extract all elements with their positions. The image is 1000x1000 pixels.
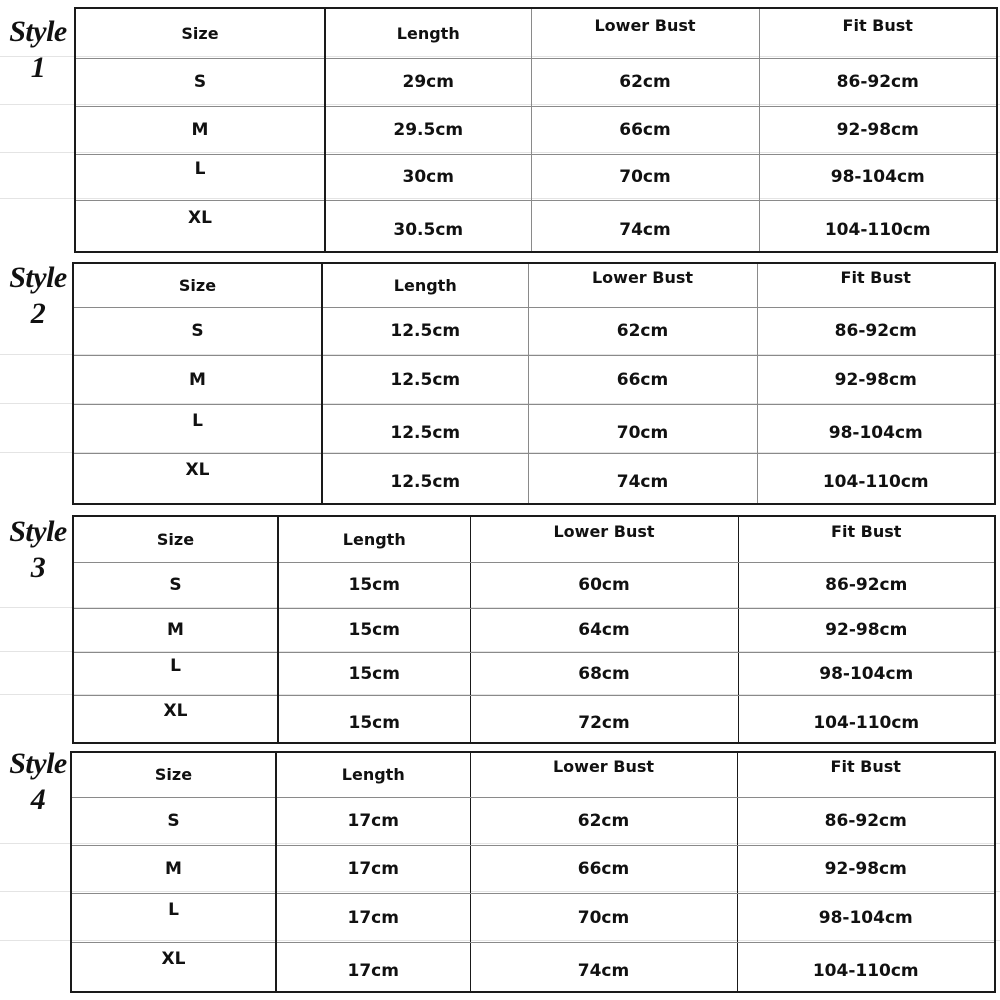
cell-length: 15cm — [278, 652, 470, 695]
table-row — [73, 652, 995, 695]
cell-length: 29.5cm — [325, 106, 531, 154]
header-size: Size — [71, 752, 276, 797]
cell-fit-bust: 98-104cm — [759, 154, 997, 200]
cell-fit-bust: 98-104cm — [737, 893, 995, 942]
cell-size: XL — [73, 695, 278, 743]
style-4-label — [2, 746, 74, 818]
cell-size: XL — [71, 942, 276, 992]
cell-lower-bust: 70cm — [528, 404, 757, 453]
style-3-label — [2, 514, 74, 586]
cell-size: L — [75, 154, 325, 200]
cell-size: S — [73, 562, 278, 608]
cell-fit-bust: 104-110cm — [759, 200, 997, 252]
style-2-label — [2, 260, 74, 332]
cell-lower-bust: 62cm — [528, 307, 757, 355]
table-row — [73, 562, 995, 608]
table-row — [75, 154, 997, 200]
cell-size: S — [73, 307, 322, 355]
table-row — [73, 608, 995, 652]
table-row — [73, 355, 995, 404]
cell-lower-bust: 68cm — [470, 652, 738, 695]
cell-size: L — [73, 652, 278, 695]
header-length: Length — [278, 516, 470, 562]
header-length: Length — [322, 263, 528, 307]
header-fit-bust: Fit Bust — [738, 516, 995, 562]
table-row — [71, 893, 995, 942]
cell-size: S — [71, 797, 276, 845]
cell-lower-bust: 66cm — [531, 106, 759, 154]
style-label-number: 1 — [30, 51, 46, 84]
table-row — [73, 695, 995, 743]
cell-fit-bust: 86-92cm — [737, 797, 995, 845]
cell-fit-bust: 86-92cm — [738, 562, 995, 608]
cell-fit-bust: 92-98cm — [757, 355, 995, 404]
size-table-style-3 — [72, 515, 996, 744]
header-fit-bust: Fit Bust — [757, 263, 995, 307]
cell-length: 30cm — [325, 154, 531, 200]
header-fit-bust: Fit Bust — [737, 752, 995, 797]
cell-fit-bust: 92-98cm — [759, 106, 997, 154]
cell-size: M — [73, 608, 278, 652]
cell-lower-bust: 72cm — [470, 695, 738, 743]
cell-lower-bust: 60cm — [470, 562, 738, 608]
header-size: Size — [75, 8, 325, 58]
cell-size: L — [71, 893, 276, 942]
cell-length: 15cm — [278, 562, 470, 608]
cell-fit-bust: 104-110cm — [738, 695, 995, 743]
cell-length: 30.5cm — [325, 200, 531, 252]
cell-fit-bust: 92-98cm — [737, 845, 995, 893]
style-label-word: Style — [9, 261, 67, 294]
cell-length: 15cm — [278, 695, 470, 743]
header-length: Length — [276, 752, 470, 797]
table-header-row — [73, 516, 995, 562]
table-row — [75, 200, 997, 252]
header-lower-bust: Lower Bust — [531, 8, 759, 58]
style-label-word: Style — [9, 747, 67, 780]
table-row — [75, 106, 997, 154]
cell-length: 12.5cm — [322, 404, 528, 453]
cell-size: XL — [75, 200, 325, 252]
table-row — [73, 453, 995, 504]
cell-length: 17cm — [276, 797, 470, 845]
cell-size: S — [75, 58, 325, 106]
cell-fit-bust: 92-98cm — [738, 608, 995, 652]
header-size: Size — [73, 516, 278, 562]
size-table-style-4 — [70, 751, 996, 993]
table-header-row — [73, 263, 995, 307]
table-row — [73, 307, 995, 355]
cell-lower-bust: 66cm — [470, 845, 737, 893]
cell-length: 12.5cm — [322, 453, 528, 504]
style-label-number: 3 — [30, 551, 46, 584]
cell-size: M — [75, 106, 325, 154]
cell-lower-bust: 64cm — [470, 608, 738, 652]
cell-lower-bust: 74cm — [528, 453, 757, 504]
cell-size: M — [73, 355, 322, 404]
cell-size: M — [71, 845, 276, 893]
size-table-style-1 — [74, 7, 998, 253]
cell-fit-bust: 86-92cm — [759, 58, 997, 106]
style-label-number: 2 — [30, 297, 46, 330]
cell-size: L — [73, 404, 322, 453]
header-lower-bust: Lower Bust — [470, 516, 738, 562]
table-row — [73, 404, 995, 453]
cell-length: 12.5cm — [322, 355, 528, 404]
table-row — [75, 58, 997, 106]
cell-lower-bust: 70cm — [531, 154, 759, 200]
cell-fit-bust: 104-110cm — [737, 942, 995, 992]
table-row — [71, 845, 995, 893]
cell-length: 12.5cm — [322, 307, 528, 355]
cell-lower-bust: 66cm — [528, 355, 757, 404]
style-label-number: 4 — [30, 783, 46, 816]
cell-fit-bust: 86-92cm — [757, 307, 995, 355]
style-label-word: Style — [9, 15, 67, 48]
cell-lower-bust: 74cm — [470, 942, 737, 992]
style-label-word: Style — [9, 515, 67, 548]
table-row — [71, 797, 995, 845]
cell-length: 17cm — [276, 893, 470, 942]
cell-length: 15cm — [278, 608, 470, 652]
cell-length: 17cm — [276, 845, 470, 893]
cell-lower-bust: 70cm — [470, 893, 737, 942]
header-lower-bust: Lower Bust — [528, 263, 757, 307]
cell-size: XL — [73, 453, 322, 504]
cell-lower-bust: 74cm — [531, 200, 759, 252]
cell-fit-bust: 104-110cm — [757, 453, 995, 504]
table-header-row — [75, 8, 997, 58]
cell-lower-bust: 62cm — [531, 58, 759, 106]
cell-fit-bust: 98-104cm — [757, 404, 995, 453]
table-row — [71, 942, 995, 992]
cell-fit-bust: 98-104cm — [738, 652, 995, 695]
header-size: Size — [73, 263, 322, 307]
cell-length: 29cm — [325, 58, 531, 106]
cell-lower-bust: 62cm — [470, 797, 737, 845]
header-fit-bust: Fit Bust — [759, 8, 997, 58]
header-length: Length — [325, 8, 531, 58]
table-header-row — [71, 752, 995, 797]
style-1-label — [2, 14, 74, 86]
cell-length: 17cm — [276, 942, 470, 992]
size-table-style-2 — [72, 262, 996, 505]
header-lower-bust: Lower Bust — [470, 752, 737, 797]
